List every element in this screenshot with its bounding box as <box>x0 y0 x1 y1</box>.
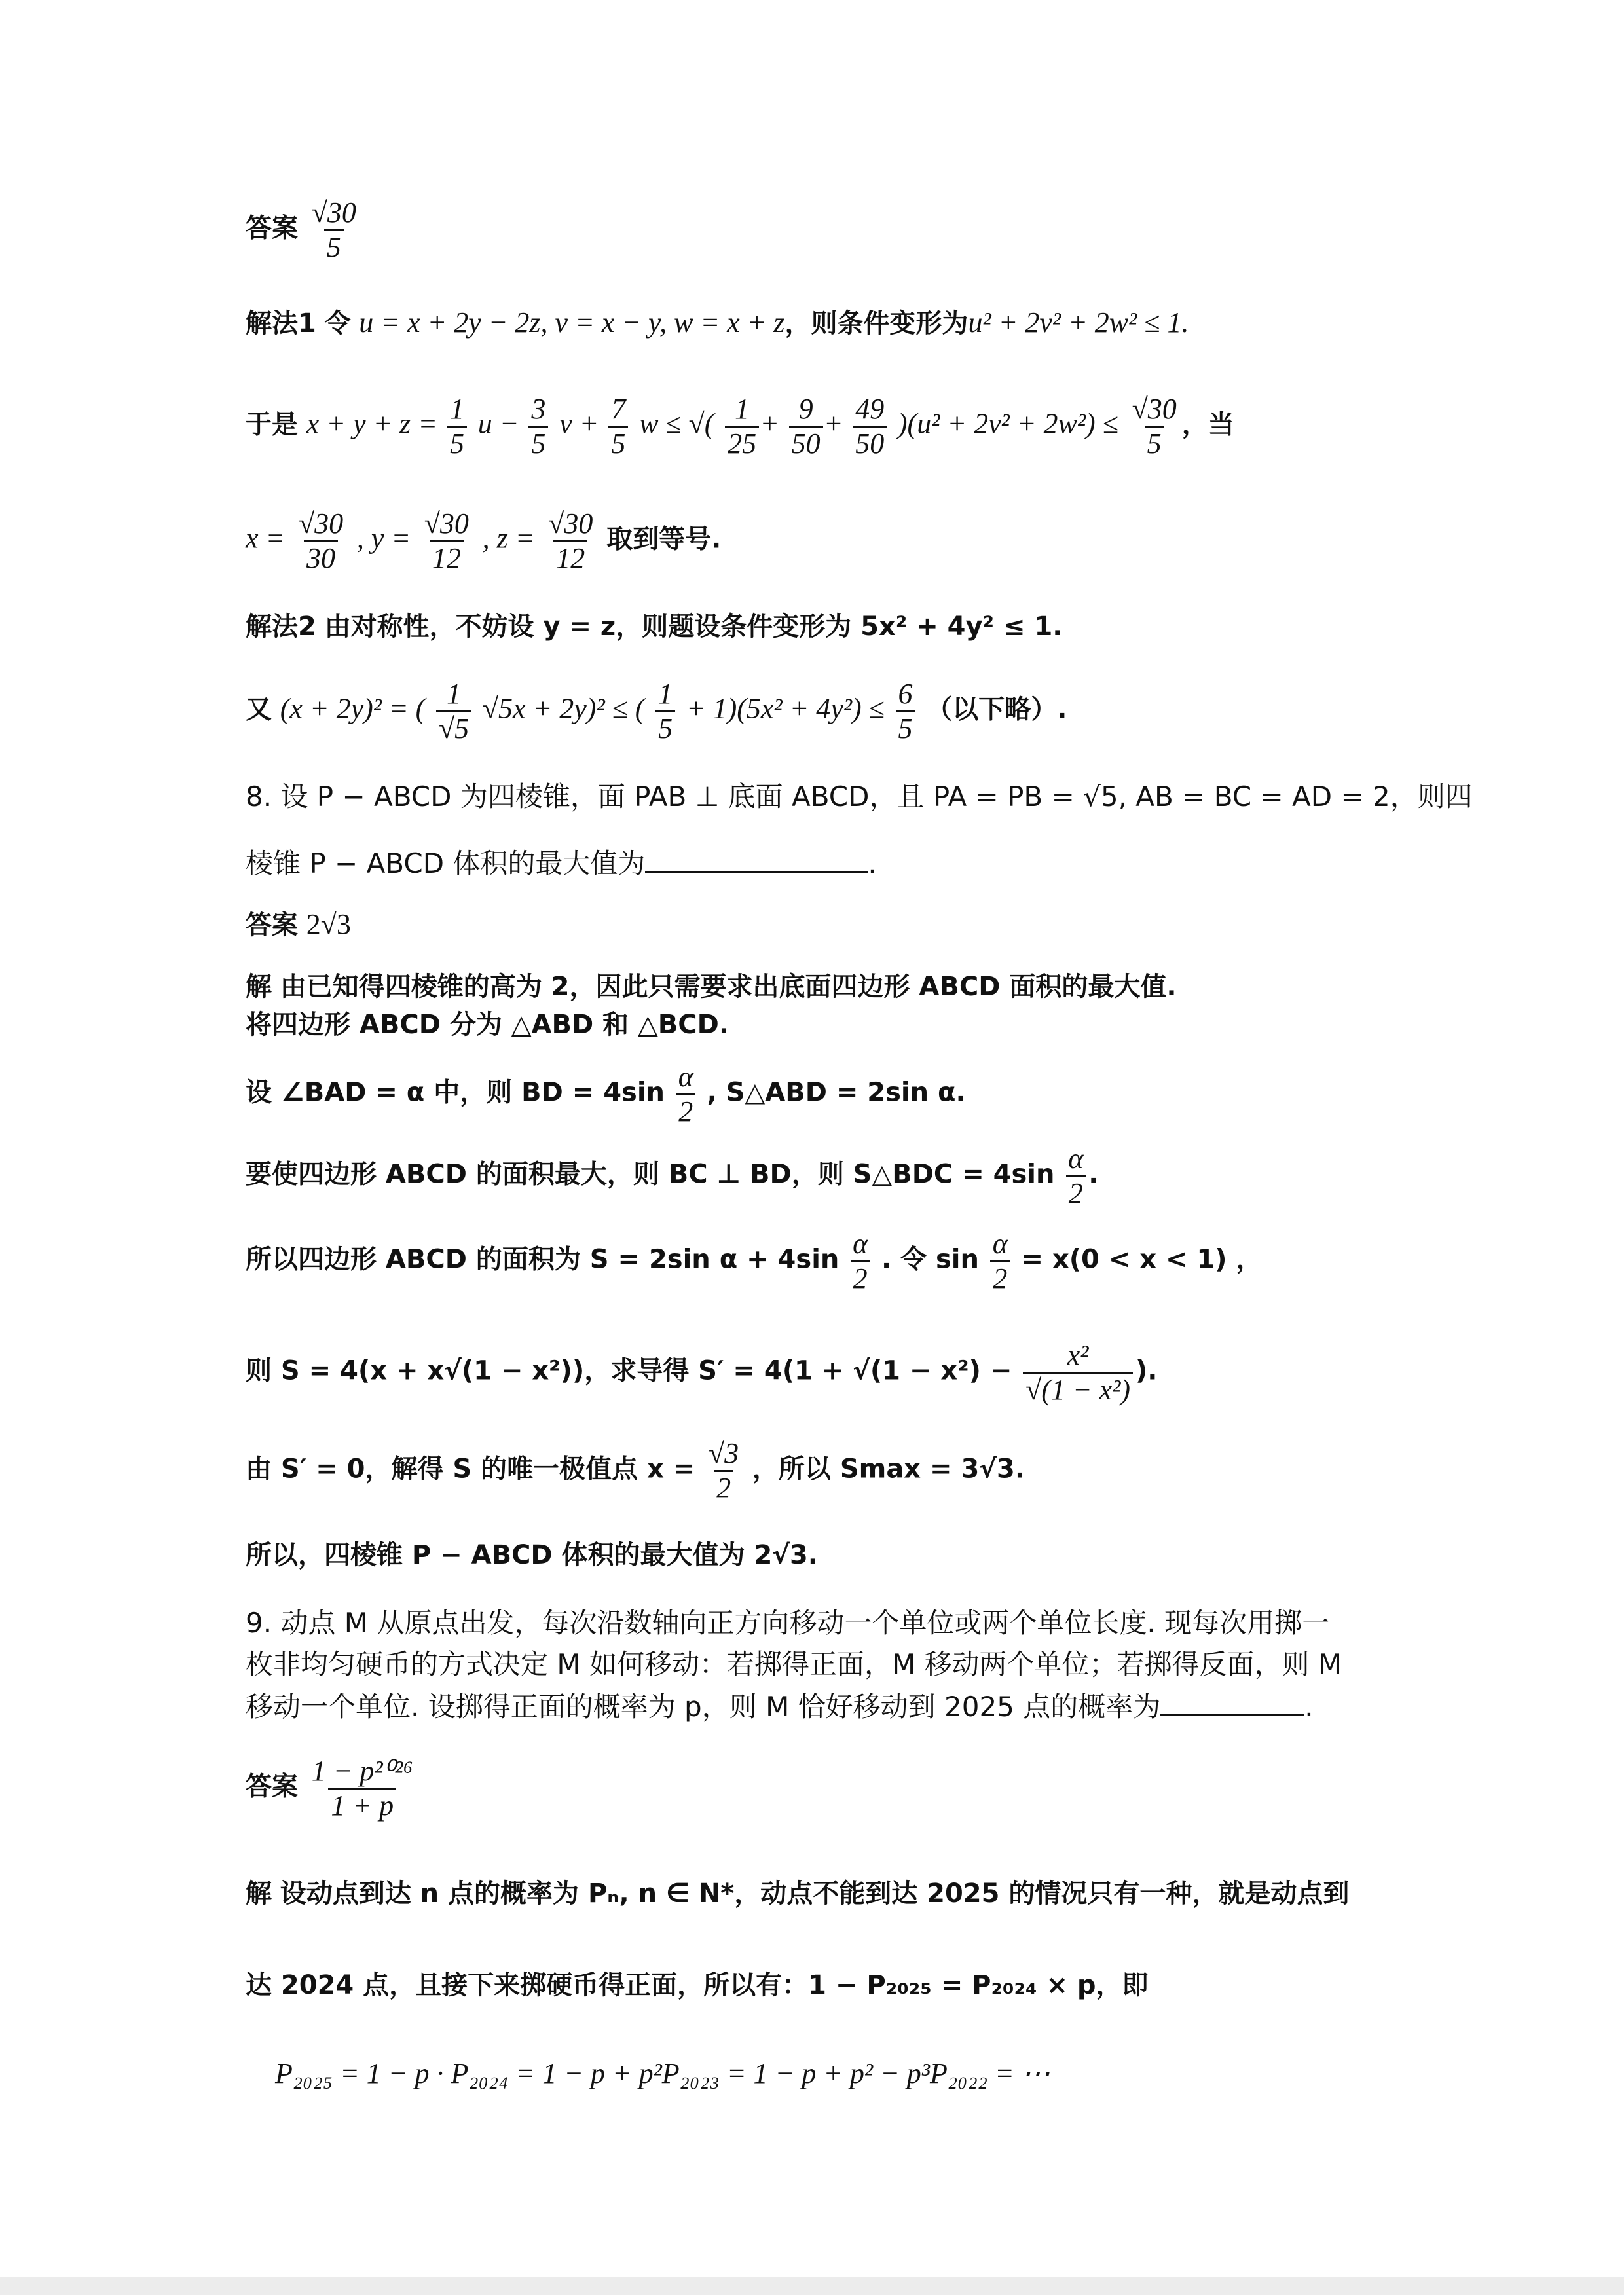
page-bottom-edge <box>0 2277 1624 2295</box>
q8-solution-line4: 要使四边形 ABCD 的面积最大，则 BC ⊥ BD，则 S△BDC = 4sin $\frac{\alpha}{2}$ . <box>246 1143 1099 1209</box>
q8-solution-line3: 设 ∠BAD = α 中，则 BD = 4sin $\frac{\alpha}{2}$ , S△ABD = 2sin α. <box>246 1061 966 1128</box>
method2-line1: 解法2 由对称性，不妨设 y = z，则题设条件变形为 5x² + 4y² ≤ 1. <box>246 612 1063 642</box>
answer-label: 答案 <box>246 213 298 244</box>
question9-line2: 枚非均匀硬币的方式决定 M 如何移动：若掷得正面，M 移动两个单位；若掷得反面，则 M <box>246 1648 1342 1680</box>
q8-solution-line5: 所以四边形 ABCD 的面积为 S = 2sin α + 4sin $\frac{\alpha}{2}$ . 令 sin $\frac{\alpha}{2}$ = x(0 < x < 1) ， <box>246 1228 1263 1294</box>
answer-fraction: $\frac{√30}{5}$ <box>311 196 356 263</box>
method1-line2: 于是 x + y + z = $\frac{1}{5}$ u − $\frac{3}{5}$ v + $\frac{7}{5}$ w ≤ √( $\frac{1}{25}$ + $\frac{9}{50}$ + $\frac{49}{50}$ )(u² + 2v² + 2w²) ≤ $\frac{√30}{5}$ ，当 <box>246 393 1234 460</box>
question8-line1: 8. 设 P − ABCD 为四棱锥，面 PAB ⊥ 底面 ABCD，且 PA = PB = √5, AB = BC = AD = 2，则四 <box>246 780 1473 813</box>
answer-blank <box>1160 1688 1304 1716</box>
q8-solution-line2: 将四边形 ABCD 分为 △ABD 和 △BCD. <box>246 1010 729 1040</box>
question8-line2: 棱锥 P − ABCD 体积的最大值为 . <box>246 845 877 881</box>
answer-q9: 答案 $\frac{\text{1 − p²⁰²⁶}}{1 + p}$ <box>246 1755 413 1822</box>
q8-solution-line7: 由 S′ = 0，解得 S 的唯一极值点 x = $\frac{√3}{2}$ ，所以 Smax = 3√3. <box>246 1437 1025 1504</box>
answer-q8: 答案 2√3 <box>246 908 351 940</box>
q9-solution-line3: P₂₀₂₅ = 1 − p · P₂₀₂₄ = 1 − p + p²P₂₀₂₃ = 1 − p + p² − p³P₂₀₂₂ = ⋯ <box>275 2057 1050 2089</box>
method1-line3: x = $\frac{√30}{30}$ , y = $\frac{√30}{12}$ , z = $\frac{√30}{12}$ 取到等号. <box>246 507 722 574</box>
answer-blank <box>645 845 868 873</box>
answer-q7 <box>246 196 361 264</box>
q8-solution-line1: 解 由已知得四棱锥的高为 2，因此只需要求出底面四边形 ABCD 面积的最大值. <box>246 972 1177 1002</box>
q9-solution-line1: 解 设动点到达 n 点的概率为 Pₙ, n ∈ N*，动点不能到达 2025 的情况只有一种，就是动点到 <box>246 1879 1350 1909</box>
method2-line2: 又 (x + 2y)² = ( $\frac{1}{√5}$ √5x + 2y)² ≤ ( $\frac{1}{5}$ + 1)(5x² + 4y²) ≤ $\frac{6}{5}$ （以下略）. <box>246 678 1067 744</box>
question9-line1: 9. 动点 M 从原点出发，每次沿数轴向正方向移动一个单位或两个单位长度. 现每次用掷一 <box>246 1607 1330 1639</box>
method1-line1: 解法1 令 u = x + 2y − 2z, v = x − y, w = x + z，则条件变形为u² + 2v² + 2w² ≤ 1. <box>246 306 1189 339</box>
q8-solution-line8: 所以，四棱锥 P − ABCD 体积的最大值为 2√3. <box>246 1540 819 1570</box>
q9-solution-line2: 达 2024 点，且接下来掷硬币得正面，所以有：1 − P₂₀₂₅ = P₂₀₂₄ × p，即 <box>246 1970 1149 2000</box>
question9-line3: 移动一个单位. 设掷得正面的概率为 p，则 M 恰好移动到 2025 点的概率为 . <box>246 1688 1314 1725</box>
q8-solution-line6: 则 S = 4(x + x√(1 − x²))，求导得 S′ = 4(1 + √(1 − x²) − $\frac{\text{x²}}{\text{√(1 − x²)}}$ ). <box>246 1339 1158 1406</box>
